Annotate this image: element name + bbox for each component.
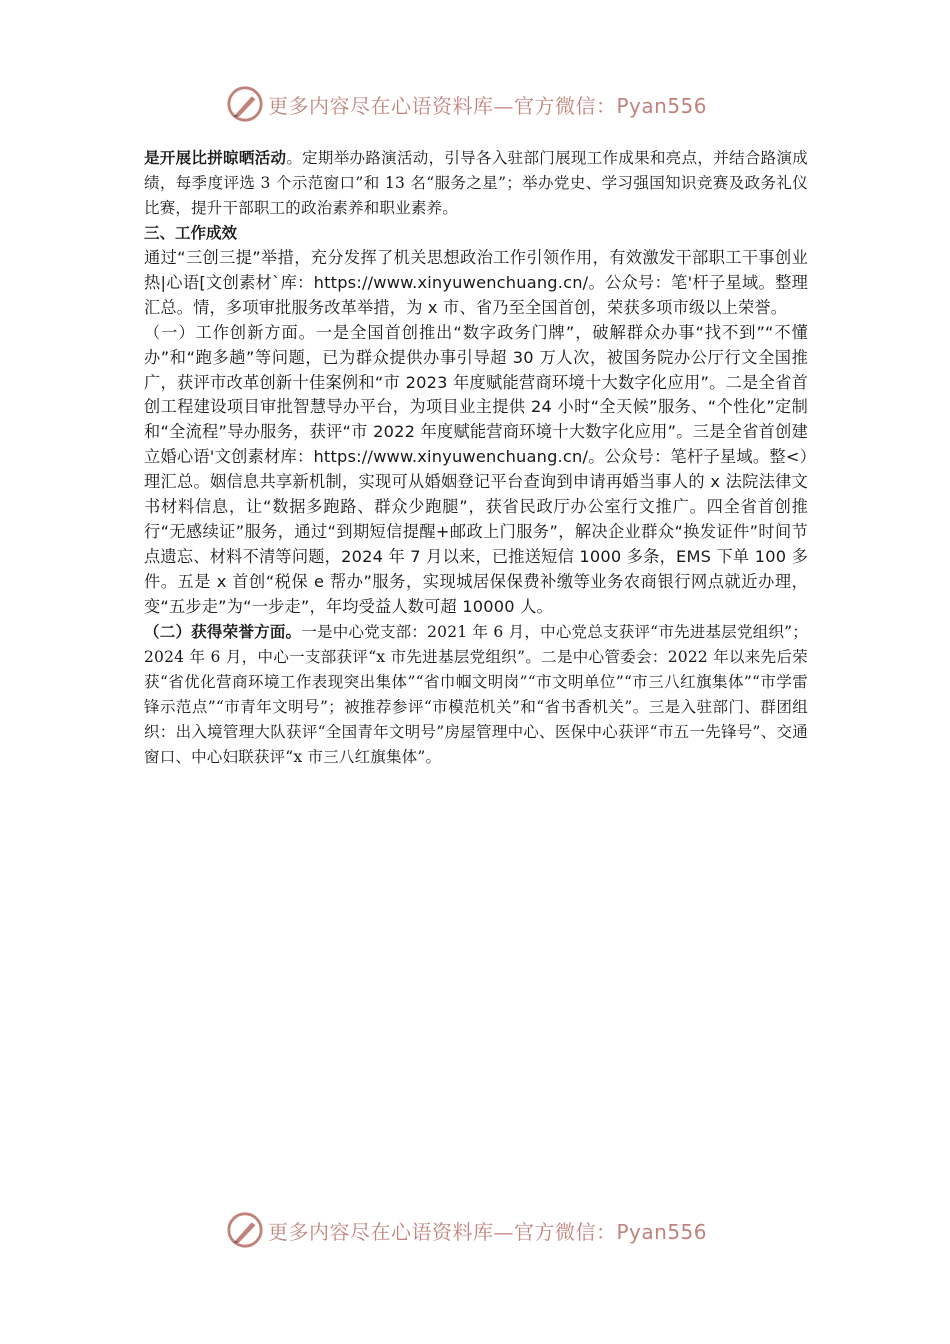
banner-text: 更多内容尽在心语资料库—官方微信：Pyan556 [268, 1219, 708, 1244]
pen-circle-logo-icon [226, 85, 264, 123]
paragraph-honors: （二）获得荣誉方面。一是中心党支部：2021 年 6 月，中心党总支获评“市先进基层党组织”；2024 年 6 月，中心一支部获评“x 市先进基层党组织”。二是中心管委会：2022 年以来先后荣获“省优化营商环境工作表现突出集体”“省巾帼文明岗”“市文明单位”“市三八红旗集体”“市学雷锋示范点”“市青年文明号”；被推荐参评“市模范机关”和“省书香机关”。三是入驻部门、群团组织：出入境管理大队获评“全国青年文明号”房屋管理中心、医保中心获评“市五一先锋号”、交通窗口、中心妇联获评“x 市三八红旗集体”。 [144, 622, 808, 766]
pen-circle-logo-icon [226, 1211, 264, 1249]
paragraph-lead: （二）获得荣誉方面。 [144, 622, 302, 641]
paragraph-lead: 是开展比拼晾晒活动 [144, 149, 287, 167]
banner-text: 更多内容尽在心语资料库—官方微信：Pyan556 [268, 93, 708, 118]
paragraph-activities: 是开展比拼晾晒活动。定期举办路演活动，引导各入驻部门展现工作成果和亮点，并结合路演成绩，每季度评选 3 个示范窗口”和 13 名“服务之星”；举办党史、学习强国知识竞赛及政务礼仪比赛，提升干部职工的政治素养和职业素养。 [144, 149, 808, 217]
section-heading: 三、工作成效 [144, 224, 238, 242]
document-body [144, 146, 808, 770]
header-watermark-banner [226, 84, 726, 124]
footer-watermark-banner [226, 1210, 726, 1250]
paragraph-results: 通过“三创三提”举措，充分发挥了机关思想政治工作引领作用，有效激发干部职工干事创业热|心语[文创素材`库：https://www.xinyuwenchuang.cn/。公众号：笔'杆子星域。整理汇总。情，多项审批服务改革举措，为 x 市、省乃至全国首创，荣获多项市级以上荣誉。 [144, 248, 808, 317]
paragraph-innovation: （一）工作创新方面。一是全国首创推出“数字政务门牌”，破解群众办事“找不到”“不懂办”和“跑多趟”等问题，已为群众提供办事引导超 30 万人次，被国务院办公厅行文全国推广，获评市改革创新十佳案例和“市 2023 年度赋能营商环境十大数字化应用”。二是全省首创工程建设项目审批智慧导办平台，为项目业主提供 24 小时“全天候”服务、“个性化”定制和“全流程”导办服务，获评“市 2022 年度赋能营商环境十大数字化应用”。三是全省首创建立婚心语'文创素材库：https://www.xinyuwenchuang.cn/。公众号：笔杆子星域。整<）理汇总。姻信息共享新机制，实现可从婚姻登记平台查询到申请再婚当事人的 x 法院法律文书材料信息，让“数据多跑路、群众少跑腿”，获省民政厅办公室行文推广。四全省首创推行“无感续证”服务，通过“到期短信提醒+邮政上门服务”，解决企业群众“换发证件”时间节点遗忘、材料不清等问题，2024 年 7 月以来，已推送短信 1000 多条，EMS 下单 100 多件。五是 x 首创“税保 e 帮办”服务，实现城居保保费补缴等业务农商银行网点就近办理，变“五步走”为“一步走”，年均受益人数可超 10000 人。 [144, 322, 808, 616]
